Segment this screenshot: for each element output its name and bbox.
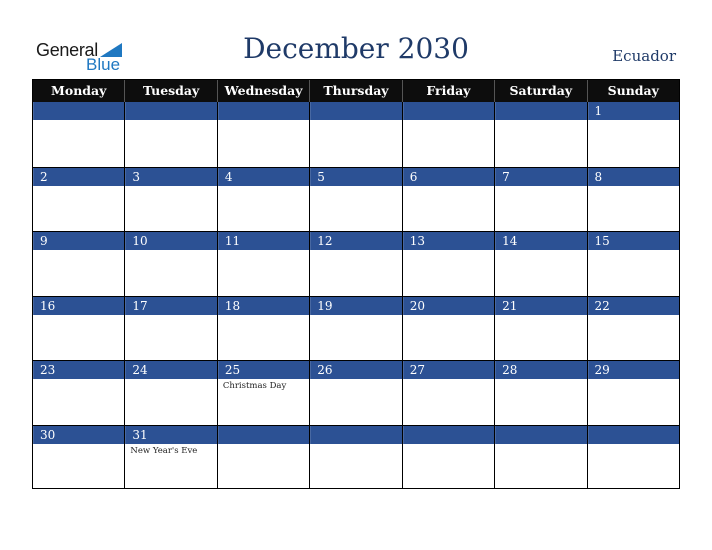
day-number: 4 (218, 168, 309, 186)
day-cell (402, 425, 494, 490)
day-cell (309, 425, 401, 490)
weekday-tuesday: Tuesday (124, 80, 216, 102)
holiday-label: Christmas Day (222, 381, 287, 391)
day-cell (33, 360, 124, 425)
week-row (33, 425, 679, 490)
day-cell (124, 167, 216, 232)
day-cell (33, 167, 124, 232)
calendar-title: December 2030 (243, 32, 469, 65)
weekday-saturday: Saturday (494, 80, 586, 102)
day-cell (402, 231, 494, 296)
day-cell (494, 360, 586, 425)
day-cell (217, 167, 309, 232)
day-number: 17 (125, 297, 216, 315)
day-number: 1 (588, 102, 679, 120)
day-cell (33, 425, 124, 490)
day-number: 25 (218, 361, 309, 379)
day-cell (217, 231, 309, 296)
day-cell (402, 167, 494, 232)
day-number: 26 (310, 361, 401, 379)
day-number: 20 (403, 297, 494, 315)
day-number (403, 426, 494, 444)
day-number: 9 (33, 232, 124, 250)
day-cell (124, 102, 216, 167)
country-label: Ecuador (612, 47, 676, 65)
day-number (495, 102, 586, 120)
day-cell (587, 296, 679, 361)
week-row (33, 231, 679, 296)
day-number: 7 (495, 168, 586, 186)
day-number: 8 (588, 168, 679, 186)
day-cell (33, 231, 124, 296)
day-cell (402, 102, 494, 167)
week-row (33, 296, 679, 361)
weekday-friday: Friday (402, 80, 494, 102)
day-cell (494, 296, 586, 361)
day-number (310, 426, 401, 444)
day-number (495, 426, 586, 444)
day-number: 15 (588, 232, 679, 250)
day-number: 27 (403, 361, 494, 379)
weeks-container (33, 102, 679, 489)
weekday-header-row (33, 80, 679, 102)
day-number: 28 (495, 361, 586, 379)
day-number: 11 (218, 232, 309, 250)
day-number: 21 (495, 297, 586, 315)
day-cell (309, 102, 401, 167)
day-cell (402, 296, 494, 361)
day-cell (217, 102, 309, 167)
day-cell (309, 360, 401, 425)
week-row (33, 102, 679, 167)
day-cell (587, 102, 679, 167)
day-number: 13 (403, 232, 494, 250)
day-cell (494, 425, 586, 490)
holiday-label: New Year's Eve (130, 445, 198, 456)
day-cell (309, 231, 401, 296)
weekday-thursday: Thursday (309, 80, 401, 102)
day-cell (124, 296, 216, 361)
day-number: 29 (588, 361, 679, 379)
day-number (125, 102, 216, 120)
day-cell (124, 360, 216, 425)
day-number (218, 102, 309, 120)
day-number: 2 (33, 168, 124, 186)
day-number: 18 (218, 297, 309, 315)
day-number: 16 (33, 297, 124, 315)
day-cell (309, 296, 401, 361)
day-number: 24 (125, 361, 216, 379)
day-cell (33, 102, 124, 167)
weekday-monday: Monday (51, 83, 107, 98)
day-cell (587, 231, 679, 296)
calendar-grid (32, 79, 680, 489)
weekday-wednesday: Wednesday (217, 80, 309, 102)
day-number: 19 (310, 297, 401, 315)
day-cell (309, 167, 401, 232)
day-number (588, 426, 679, 444)
day-number (33, 102, 124, 120)
logo-word-general: General (36, 40, 98, 60)
day-cell (587, 360, 679, 425)
day-cell (217, 360, 309, 425)
day-number: 5 (310, 168, 401, 186)
day-cell (124, 425, 216, 490)
day-number: 14 (495, 232, 586, 250)
logo-word-blue: Blue (86, 55, 121, 74)
day-number: 10 (125, 232, 216, 250)
weekday-sunday: Sunday (587, 80, 679, 102)
day-number: 30 (33, 426, 124, 444)
day-cell (587, 425, 679, 490)
day-cell (217, 425, 309, 490)
day-cell (494, 231, 586, 296)
day-number (310, 102, 401, 120)
day-number: 23 (33, 361, 124, 379)
day-cell (494, 167, 586, 232)
day-number: 31 (125, 426, 216, 444)
day-cell (33, 296, 124, 361)
day-number (403, 102, 494, 120)
day-cell (494, 102, 586, 167)
week-row (33, 360, 679, 425)
day-cell (402, 360, 494, 425)
day-number (218, 426, 309, 444)
day-cell (587, 167, 679, 232)
day-number: 3 (125, 168, 216, 186)
day-cell (217, 296, 309, 361)
week-row (33, 167, 679, 232)
day-cell (124, 231, 216, 296)
day-number: 22 (588, 297, 679, 315)
day-number: 6 (403, 168, 494, 186)
day-number: 12 (310, 232, 401, 250)
